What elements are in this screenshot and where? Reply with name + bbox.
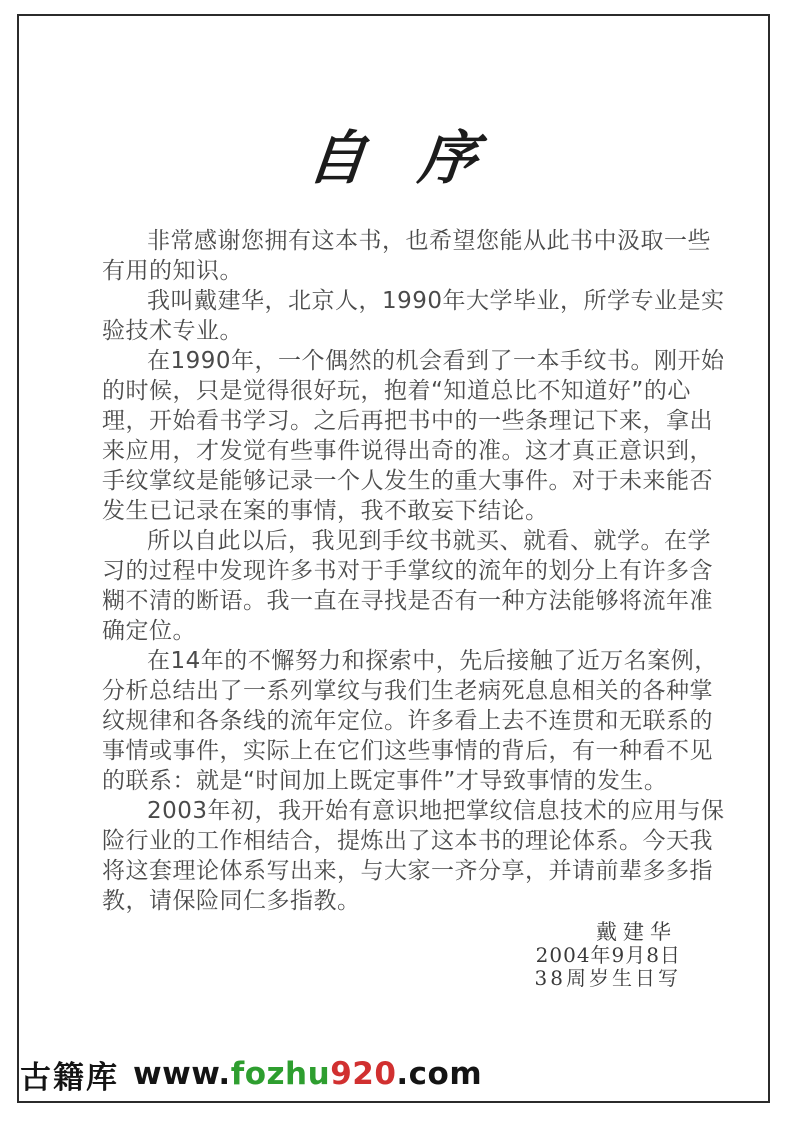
watermark-bar [20, 1052, 482, 1096]
text-line: 习的过程中发现许多书对于手掌纹的流年的划分上有许多含 [102, 558, 713, 584]
text-line: 的时候，只是觉得很好玩，抱着“知道总比不知道好”的心 [102, 378, 691, 404]
title-char-xu: 序 [414, 124, 481, 192]
text-line: 来应用，才发觉有些事件说得出奇的准。这才真正意识到， [102, 438, 713, 464]
text-line: 2003年初，我开始有意识地把掌纹信息技术的应用与保 [147, 798, 725, 824]
text-line: 在14年的不懈努力和探索中，先后接触了近万名案例， [147, 648, 718, 674]
preface-body [102, 226, 725, 916]
text-line: 的联系：就是“时间加上既定事件”才导致事情的发生。 [102, 768, 668, 794]
watermark-url-com: .com [396, 1056, 483, 1092]
text-line: 险行业的工作相结合，提炼出了这本书的理论体系。今天我 [102, 828, 713, 854]
watermark-url [133, 1056, 482, 1092]
text-line: 理，开始看书学习。之后再把书中的一些条理记下来，拿出 [102, 408, 713, 434]
text-line: 手纹掌纹是能够记录一个人发生的重大事件。对于未来能否 [102, 468, 713, 494]
text-line: 验技术专业。 [102, 318, 243, 344]
signature-note: 38周岁生日写 [534, 966, 681, 990]
signature-name: 戴建华 [596, 920, 677, 944]
text-line: 分析总结出了一系列掌纹与我们生老病死息息相关的各种掌 [102, 678, 713, 704]
text-line: 确定位。 [102, 618, 196, 644]
text-line: 糊不清的断语。我一直在寻找是否有一种方法能够将流年准 [102, 588, 713, 614]
text-line: 纹规律和各条线的流年定位。许多看上去不连贯和无联系的 [102, 708, 713, 734]
text-line: 有用的知识。 [102, 258, 243, 284]
text-line: 事情或事件，实际上在它们这些事情的背后，有一种看不见 [102, 738, 713, 764]
watermark-url-fozhu: fozhu [230, 1056, 331, 1092]
watermark-url-920: 920 [330, 1056, 397, 1092]
text-line: 将这套理论体系写出来，与大家一齐分享，并请前辈多多指 [102, 858, 713, 884]
text-line: 我叫戴建华，北京人，1990年大学毕业，所学专业是实 [147, 288, 725, 314]
watermark-url-www: www. [133, 1056, 231, 1092]
page-title [0, 126, 785, 190]
text-line: 在1990年，一个偶然的机会看到了一本手纹书。刚开始 [147, 348, 725, 374]
text-line: 发生已记录在案的事情，我不敢妄下结论。 [102, 498, 549, 524]
signature-block [535, 921, 681, 990]
watermark-site-name: 古籍库 [20, 1059, 119, 1096]
title-char-zi: 自 [304, 124, 371, 192]
signature-date: 2004年9月8日 [535, 943, 681, 967]
text-line: 教，请保险同仁多指教。 [102, 888, 361, 914]
text-line: 所以自此以后，我见到手纹书就买、就看、就学。在学 [147, 528, 711, 554]
text-line: 非常感谢您拥有这本书，也希望您能从此书中汲取一些 [147, 228, 711, 254]
